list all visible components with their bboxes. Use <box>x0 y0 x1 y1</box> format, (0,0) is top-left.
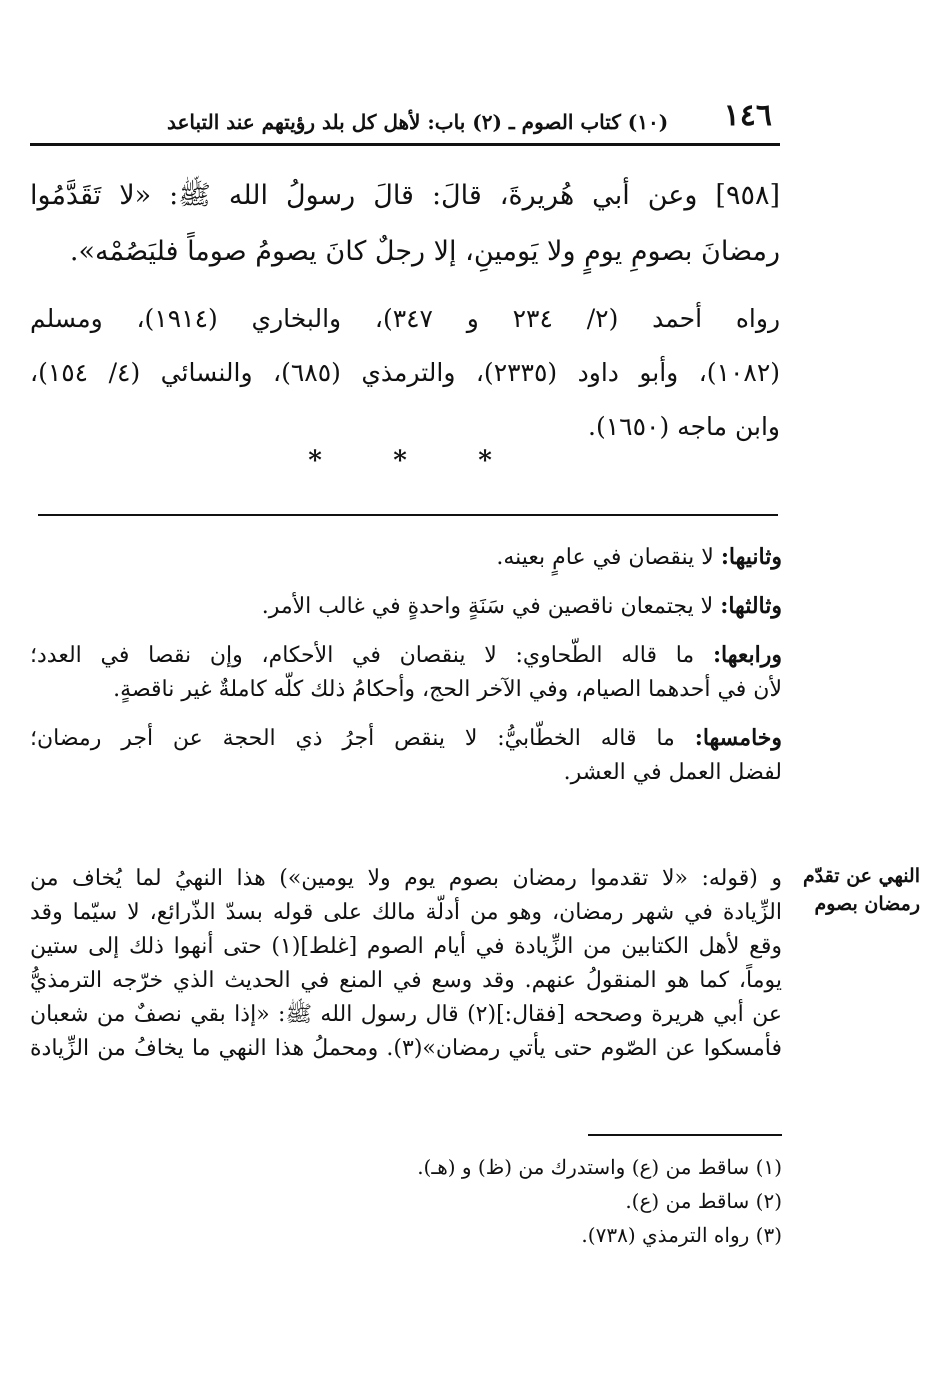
page-number: ١٤٦ <box>723 98 772 133</box>
commentary <box>30 540 782 804</box>
hadith-line: رمضانَ بصومِ يومٍ ولا يَومينِ، إلا رجلٌ كانَ يصومُ صوماً فليَصُمْه». <box>69 236 780 267</box>
main-commentary-line: يوماً، كما هو المنقولُ عنهم. وقد وسع في المنع في الحديث الذي خرّجه الترمذيُّ <box>30 968 782 993</box>
main-commentary-line: و (قوله: «لا تقدموا رمضان بصوم يوم ولا يومين») هذا النهيُ لما يُخاف من <box>30 866 782 891</box>
main-commentary-line: وقع لأهل الكتابين من الزِّيادة في أيام الصوم [غلط](١) حتى أنهوا ذلك إلى ستين <box>30 934 782 959</box>
footnote: (٣) رواه الترمذي (٧٣٨). <box>581 1223 782 1247</box>
paragraph-lead: وثانيها: <box>720 544 782 570</box>
running-title: (١٠) كتاب الصوم ـ (٢) باب: لأهل كل بلد رؤيتهم عند التباعد <box>167 110 669 134</box>
main-commentary-line: الزِّيادة في شهر رمضان، وهو من أدلّة مالك على قوله بسدّ الذّرائع، لا سيّما وقد <box>30 900 782 925</box>
hadith-text <box>30 168 780 280</box>
paragraph-lead: وخامسها: <box>694 725 783 751</box>
footnote: (١) ساقط من (ع) واستدرك من (ظ) و (هـ). <box>417 1155 782 1179</box>
sources-line: رواه أحمد (٢/ ٢٣٤ و ٣٤٧)، والبخاري (١٩١٤)، ومسلم <box>30 304 781 333</box>
commentary-line <box>30 589 782 624</box>
commentary-rule <box>38 514 778 516</box>
main-commentary-line: عن أبي هريرة وصححه [فقال:](٢) قال رسول الله ﷺ: «إذا بقي نصفٌ من شعبان <box>30 1002 782 1027</box>
margin-heading <box>800 862 920 918</box>
margin-heading-line: رمضان بصوم <box>814 893 920 915</box>
commentary-paragraph <box>30 638 782 707</box>
hadith-sources <box>30 292 780 454</box>
commentary-paragraph <box>30 540 782 575</box>
footnotes <box>30 1150 782 1252</box>
header-rule <box>30 143 780 146</box>
footnote: (٢) ساقط من (ع). <box>625 1189 782 1213</box>
separator-star: * <box>478 446 492 476</box>
commentary-line: لفضل العمل في العشر. <box>563 760 782 785</box>
separator-star: * <box>308 446 322 476</box>
section-separator <box>300 446 500 476</box>
footnote-rule <box>588 1134 782 1136</box>
paragraph-text: ما قاله الطّحاوي: لا ينقصان في الأحكام، وإن نقصا في العدد؛ <box>30 643 695 668</box>
hadith-line: [٩٥٨] وعن أبي هُريرةَ، قالَ: قالَ رسولُ الله ﷺ: «لا تَقَدَّمُوا <box>30 180 780 211</box>
margin-heading-line: النهي عن تقدّم <box>802 865 920 887</box>
commentary-line <box>30 721 782 756</box>
commentary-line <box>30 540 782 575</box>
paragraph-text: ما قاله الخطّابيُّ: لا ينقص أجرُ ذي الحجة عن أجر رمضان؛ <box>30 726 675 751</box>
paragraph-text: لا ينقصان في عامٍ بعينه. <box>496 545 714 570</box>
paragraph-lead: ورابعها: <box>712 642 782 668</box>
separator-star: * <box>393 446 407 476</box>
commentary-paragraph <box>30 721 782 790</box>
sources-line: (١٠٨٢)، وأبو داود (٢٣٣٥)، والترمذي (٦٨٥)، والنسائي (٤/ ١٥٤)، <box>30 358 781 387</box>
paragraph-lead: وثالثها: <box>720 593 782 619</box>
main-commentary-line: فأمسكوا عن الصّوم حتى يأتي رمضان»(٣). ومحملُ هذا النهي ما يخافُ من الزِّيادة <box>30 1036 782 1061</box>
commentary-line: لأن في أحدهما الصيام، وفي الآخر الحج، وأحكامُ ذلك كلّه كاملةٌ غير ناقصةٍ. <box>113 677 782 702</box>
commentary-paragraph <box>30 589 782 624</box>
main-commentary <box>30 862 782 1066</box>
page-header <box>32 98 772 138</box>
paragraph-text: لا يجتمعان ناقصين في سَنَةٍ واحدةٍ في غالب الأمر. <box>261 594 714 619</box>
sources-line: وابن ماجه (١٦٥٠). <box>588 412 780 441</box>
commentary-line <box>30 638 782 673</box>
